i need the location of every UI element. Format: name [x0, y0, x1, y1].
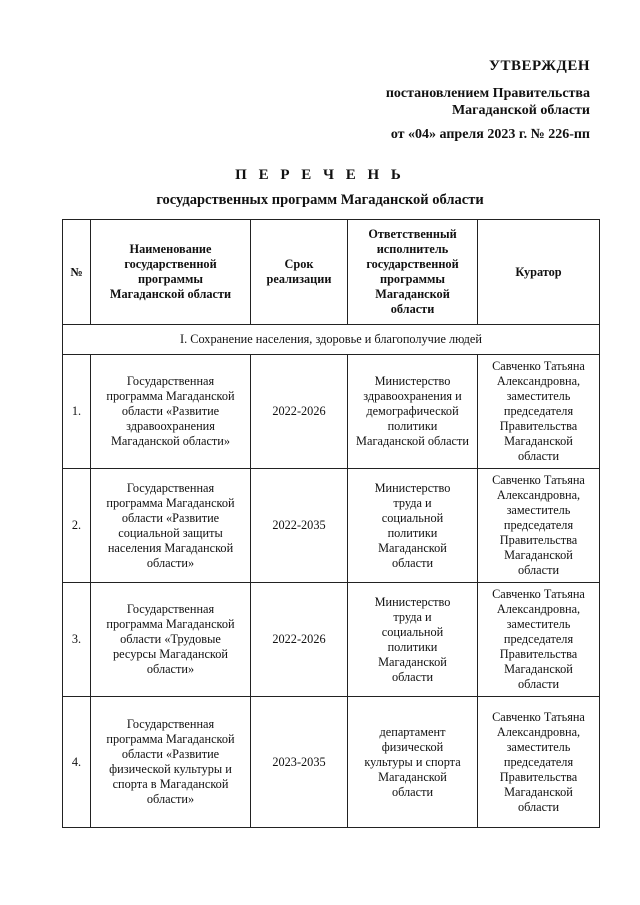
- programs-table: [62, 219, 600, 828]
- row-num: 1.: [63, 355, 91, 469]
- document-title: [0, 166, 640, 209]
- header-num: №: [63, 220, 91, 325]
- row-executor: департамент физической культуры и спорта Магаданской области: [348, 697, 478, 828]
- approval-block: [330, 58, 590, 143]
- row-name: Государственная программа Магаданской области «Развитие социальной защиты населения Магаданской области»: [91, 469, 251, 583]
- row-curator: Савченко Татьяна Александровна, заместитель председателя Правительства Магаданской области: [478, 583, 600, 697]
- approval-line-2: Магаданской области: [451, 103, 590, 118]
- approval-line-1: постановлением Правительства: [385, 86, 590, 101]
- row-executor: Министерство здравоохранения и демографической политики Магаданской области: [348, 355, 478, 469]
- row-term: 2022-2026: [251, 583, 348, 697]
- header-term: Срок реализации: [251, 220, 348, 325]
- table-row: [63, 355, 600, 469]
- row-curator: Савченко Татьяна Александровна, заместитель председателя Правительства Магаданской области: [478, 697, 600, 828]
- row-term: 2023-2035: [251, 697, 348, 828]
- header-name: Наименование государственной программы Магаданской области: [91, 220, 251, 325]
- row-num: 3.: [63, 583, 91, 697]
- header-executor: Ответственный исполнитель государственной программы Магаданской области: [348, 220, 478, 325]
- row-name: Государственная программа Магаданской области «Трудовые ресурсы Магаданской области»: [91, 583, 251, 697]
- row-num: 2.: [63, 469, 91, 583]
- table-row: [63, 697, 600, 828]
- header-curator: Куратор: [478, 220, 600, 325]
- section-row: [63, 325, 600, 355]
- row-executor: Министерство труда и социальной политики Магаданской области: [348, 469, 478, 583]
- row-curator: Савченко Татьяна Александровна, заместитель председателя Правительства Магаданской области: [478, 355, 600, 469]
- title-subtitle: государственных программ Магаданской области: [156, 192, 484, 208]
- row-term: 2022-2026: [251, 355, 348, 469]
- section-title: I. Сохранение населения, здоровье и благополучие людей: [63, 325, 600, 355]
- approval-line-3: от «04» апреля 2023 г. № 226-пп: [390, 127, 590, 142]
- table-header-row: [63, 220, 600, 325]
- table-row: [63, 583, 600, 697]
- row-curator: Савченко Татьяна Александровна, заместитель председателя Правительства Магаданской области: [478, 469, 600, 583]
- table-row: [63, 469, 600, 583]
- title-main: П Е Р Е Ч Е Н Ь: [235, 167, 405, 183]
- approval-heading: УТВЕРЖДЕН: [489, 58, 590, 74]
- row-term: 2022-2035: [251, 469, 348, 583]
- row-name: Государственная программа Магаданской области «Развитие физической культуры и спорта в Магаданской области»: [91, 697, 251, 828]
- row-num: 4.: [63, 697, 91, 828]
- row-name: Государственная программа Магаданской области «Развитие здравоохранения Магаданской области»: [91, 355, 251, 469]
- row-executor: Министерство труда и социальной политики Магаданской области: [348, 583, 478, 697]
